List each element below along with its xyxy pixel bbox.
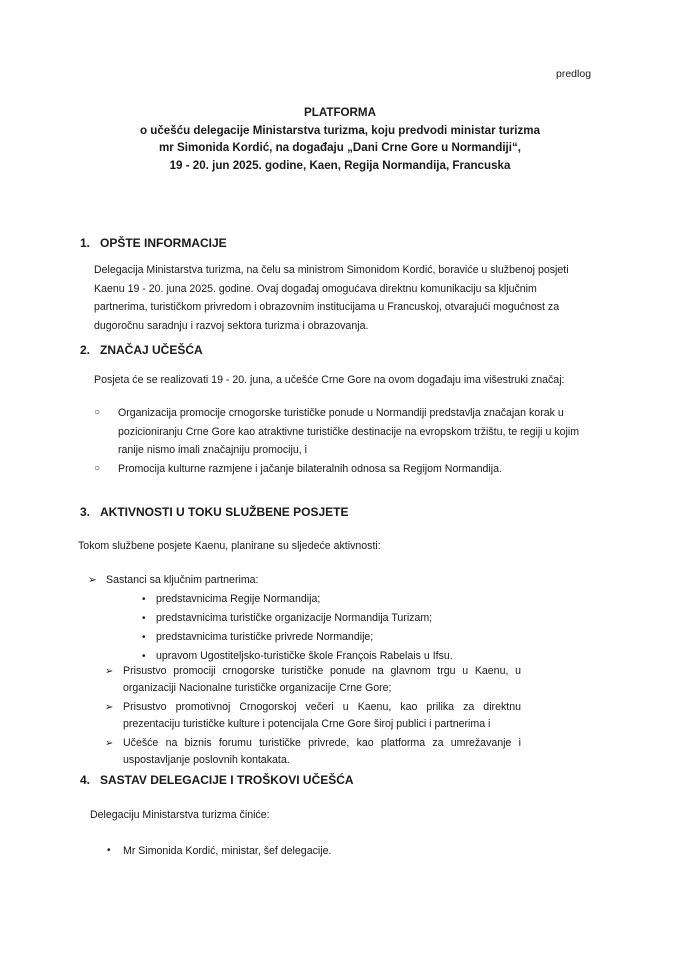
bullet-list bbox=[94, 404, 596, 478]
title-line: PLATFORMA bbox=[304, 106, 376, 119]
meetings-item: ➢ Sastanci sa ključnim partnerima: bbox=[106, 571, 259, 590]
section-paragraph: Delegaciju Ministarstva turizma činiće: bbox=[90, 809, 270, 821]
document-label: predlog bbox=[556, 68, 592, 80]
title-line: mr Simonida Kordić, na događaju „Dani Crne Gore u Normandiji“, bbox=[158, 141, 522, 154]
arrow-bullet-icon: ➢ bbox=[105, 666, 114, 677]
section-paragraph: Posjeta će se realizovati 19 - 20. juna, a učešće Crne Gore na ovom događaju ima višestruki značaj: bbox=[94, 374, 565, 386]
arrow-bullet-icon: ➢ bbox=[105, 702, 114, 713]
section-heading: 1. OPŠTE INFORMACIJE bbox=[80, 236, 227, 250]
section-heading: 2. ZNAČAJ UČEŠĆA bbox=[80, 343, 203, 357]
list-item: • predstavnicima turističke privrede Normandije; bbox=[156, 628, 453, 647]
title-line: 19 - 20. jun 2025. godine, Kaen, Regija Normandija, Francuska bbox=[169, 158, 511, 172]
dot-bullet-icon: • bbox=[142, 632, 146, 643]
section-heading: 4. SASTAV DELEGACIJE I TROŠKOVI UČEŠĆA bbox=[80, 773, 354, 787]
dot-bullet-icon: • bbox=[142, 613, 146, 624]
list-item: ➢ Prisustvo promotivnoj Crnogorskoj večeri u Kaenu, kao prilika za direktnu prezentaciju turističke kulture i potencijala Crne Gore široj publici i partnerima i bbox=[105, 701, 521, 730]
list-item: • upravom Ugostiteljsko-turističke škole François Rabelais u Ifsu. bbox=[156, 647, 453, 666]
list-item: • predstavnicima turističke organizacije Normandija Turizam; bbox=[156, 609, 453, 628]
document-title bbox=[60, 104, 620, 174]
list-item: ➢ Prisustvo promociji crnogorske turističke ponude na glavnom trgu u Kaenu, u organizaciji Nacionalne turističke organizacije Crne Gore; bbox=[105, 665, 521, 694]
list-item: ○ Organizacija promocije crnogorske turističke ponude u Normandiji predstavlja značajan korak u pozicioniranju Crne Gore kao atraktivne turističke destinacije na evropskom tržištu, te regiji u kojim ranije nismo imali značajniju promociju, i bbox=[118, 404, 596, 460]
section-paragraph: Tokom službene posjete Kaenu, planirane su sljedeće aktivnosti: bbox=[78, 540, 381, 552]
section-paragraph: Delegacija Ministarstva turizma, na čelu sa ministrom Simonidom Kordić, boraviće u službenoj posjeti Kaenu 19 - 20. juna 2025. godine. Ovaj događaj omogućava direktnu komunikaciju sa ključnim partnerima, turističkom privredom i obrazovnim institucijama u Francuskoj, otvarajući mogućnost za dugoročnu saradnju i razvoj sektora turizma i obrazovanja. bbox=[94, 264, 569, 332]
list-item: ○ Promocija kulturne razmjene i jačanje bilateralnih odnosa sa Regijom Normandija. bbox=[118, 460, 596, 479]
arrow-bullet-icon: ➢ bbox=[88, 574, 97, 586]
arrow-bullet-icon: ➢ bbox=[105, 738, 114, 749]
circle-bullet-icon: ○ bbox=[94, 462, 101, 474]
partner-list bbox=[142, 590, 453, 666]
list-item: • predstavnicima Regije Normandija; bbox=[156, 590, 453, 609]
member-list bbox=[107, 842, 332, 861]
section-heading: 3. AKTIVNOSTI U TOKU SLUŽBENE POSJETE bbox=[80, 505, 349, 519]
list-item: ➢ Učešće na biznis forumu turističke privrede, kao platforma za umrežavanje i uspostavljanje poslovnih kontakata. bbox=[105, 737, 521, 766]
activity-list bbox=[105, 663, 521, 769]
title-line: o učešću delegacije Ministarstva turizma, koju predvodi ministar turizma bbox=[139, 123, 541, 137]
dot-bullet-icon: • bbox=[142, 594, 146, 605]
dot-bullet-icon: • bbox=[107, 845, 111, 856]
dot-bullet-icon: • bbox=[142, 651, 146, 662]
list-item: • Mr Simonida Kordić, ministar, šef delegacije. bbox=[123, 842, 331, 861]
circle-bullet-icon: ○ bbox=[94, 407, 101, 418]
